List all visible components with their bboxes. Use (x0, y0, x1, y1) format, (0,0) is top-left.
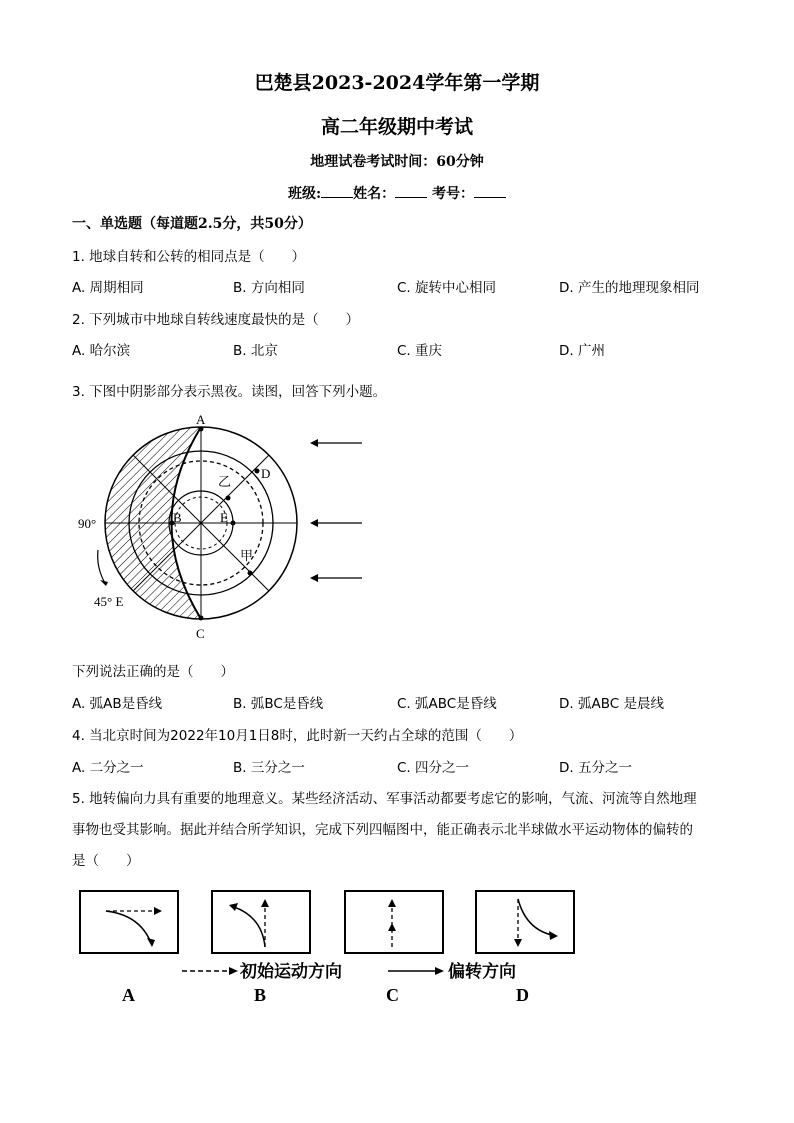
q1-option-d: D. 产生的地理现象相同 (559, 280, 700, 296)
question-2: 2. 下列城市中地球自转线速度最快的是（ ） (72, 312, 360, 328)
section-title: 一、单选题（每道题2.5分，共50分） (72, 216, 312, 232)
label-45-east: 45° E (94, 594, 124, 609)
question-1: 1. 地球自转和公转的相同点是（ ） (72, 249, 306, 265)
label-a: A (196, 412, 206, 427)
question-5-line-1: 5. 地转偏向力具有重要的地理意义。某些经济活动、军事活动都要考虑它的影响，气流、河流等自然地理 (72, 791, 697, 807)
question-4: 4. 当北京时间为2022年10月1日8时，此时新一天约占全球的范围（ ） (72, 728, 523, 744)
q2-option-a: A. 哈尔滨 (72, 343, 131, 359)
name-blank (395, 183, 427, 198)
q4-option-c: C. 四分之一 (397, 760, 470, 776)
deflection-figure (72, 885, 592, 1010)
exam-subject-time: 地理试卷考试时间：60分钟 (310, 154, 484, 170)
label-yi: 乙 (218, 474, 232, 489)
sunlight-arrows (310, 439, 362, 582)
q3-option-b: B. 弧BC是昏线 (233, 696, 324, 712)
label-90-degree: 90° (78, 516, 97, 531)
exam-subtitle: 高二年级期中考试 (320, 116, 473, 138)
rotation-arrow (98, 550, 106, 585)
q4-option-b: B. 三分之一 (233, 760, 305, 776)
question-5-line-3: 是（ ） (72, 853, 140, 869)
label-e: E (220, 510, 228, 525)
exam-title: 巴楚县2023-2024学年第一学期 (254, 72, 540, 94)
question-5-line-2: 事物也受其影响。据此并结合所学知识，完成下列四幅图中，能正确表示北半球做水平运动物体的偏转的 (72, 822, 693, 838)
point-a (199, 427, 204, 432)
label-b: B (173, 510, 182, 525)
panel-label-a: A (122, 985, 135, 1005)
point-c (199, 616, 204, 621)
q1-option-a: A. 周期相同 (72, 280, 144, 296)
q3-option-c: C. 弧ABC是昏线 (397, 696, 497, 712)
label-c: C (196, 626, 205, 641)
q3-option-d: D. 弧ABC 是晨线 (559, 696, 664, 712)
legend-initial-label: 初始运动方向 (240, 962, 342, 981)
q2-option-c: C. 重庆 (397, 343, 443, 359)
exam-no-blank (474, 183, 506, 198)
day-night-diagram (72, 410, 372, 645)
student-info-line (0, 183, 794, 203)
point-yi (226, 496, 231, 501)
class-label: 班级: (287, 186, 322, 202)
panel-d-box (476, 891, 574, 953)
q4-option-a: A. 二分之一 (72, 760, 144, 776)
q1-option-b: B. 方向相同 (233, 280, 305, 296)
label-d: D (261, 466, 271, 481)
class-blank (321, 183, 353, 198)
label-jia: 甲 (240, 548, 254, 563)
question-3: 3. 下图中阴影部分表示黑夜。读图，回答下列小题。 (72, 384, 387, 400)
panel-label-b: B (254, 985, 267, 1005)
q1-option-c: C. 旋转中心相同 (397, 280, 497, 296)
q2-option-b: B. 北京 (233, 343, 278, 359)
point-d (255, 469, 260, 474)
point-e (231, 521, 236, 526)
q2-option-d: D. 广州 (559, 343, 605, 359)
panel-b-box (212, 891, 310, 953)
legend-deflect-label: 偏转方向 (448, 962, 516, 981)
q4-option-d: D. 五分之一 (559, 760, 632, 776)
name-label: 姓名： (353, 186, 396, 202)
panel-label-c: C (386, 985, 399, 1005)
panel-a-box (80, 891, 178, 953)
panel-c-box (345, 891, 443, 953)
exam-no-label: 考号： (432, 186, 475, 202)
point-jia (248, 571, 253, 576)
question-3-sub: 下列说法正确的是（ ） (72, 664, 234, 680)
panel-label-d: D (516, 985, 529, 1005)
q3-option-a: A. 弧AB是昏线 (72, 696, 163, 712)
